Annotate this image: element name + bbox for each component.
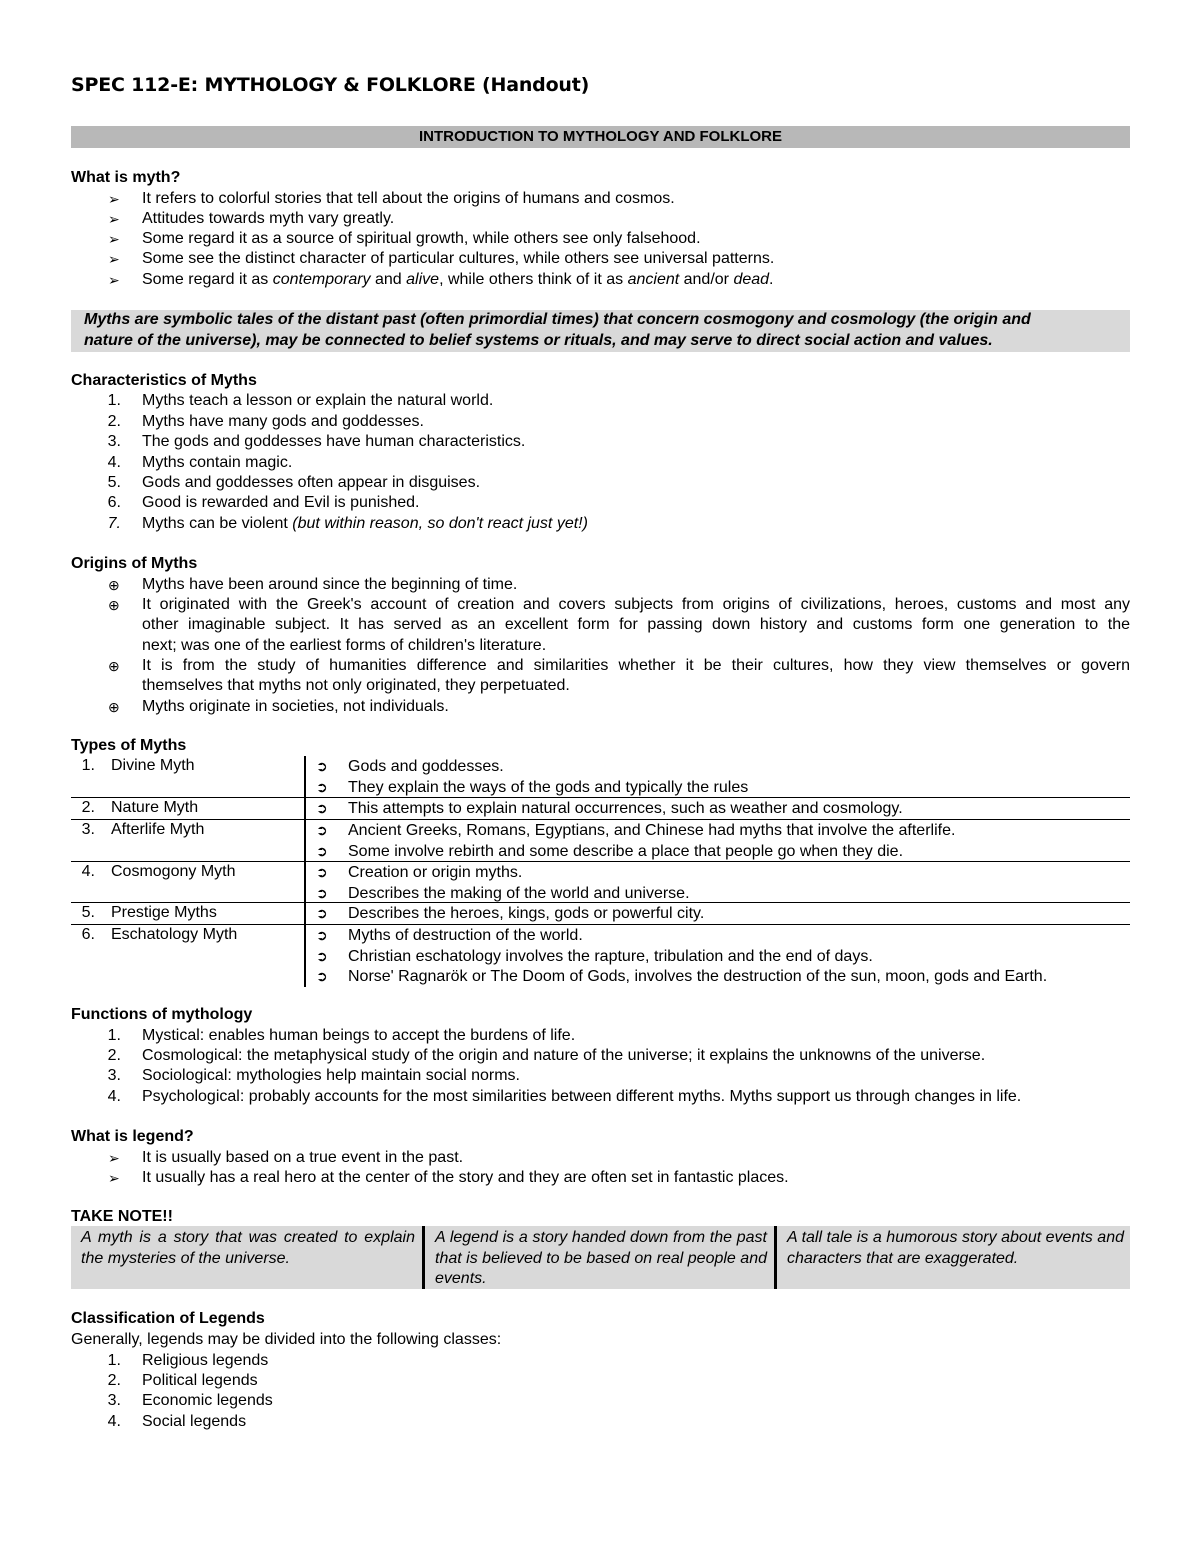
type-description: ➲ Christian eschatology involves the rapture, tribulation and the end of days. xyxy=(316,947,873,965)
types-heading: Types of Myths xyxy=(71,737,187,754)
list-number: 4. xyxy=(107,1088,121,1105)
classification-heading: Classification of Legends xyxy=(71,1310,265,1327)
arrow-bullet-icon: ➲ xyxy=(316,842,328,859)
list-item: Gods and goddesses often appear in disguises. xyxy=(142,474,481,491)
list-number: 1. xyxy=(107,1027,121,1044)
list-item: Psychological: probably accounts for the most similarities between different myths. Myths support us through changes in life. xyxy=(142,1088,1022,1105)
characteristics-heading: Characteristics of Myths xyxy=(71,372,257,389)
list-item: Myths have many gods and goddesses. xyxy=(142,413,424,430)
column-divider xyxy=(304,925,306,987)
table-row xyxy=(71,820,1130,862)
column-divider xyxy=(304,756,306,797)
definition-line: nature of the universe), may be connected to belief systems or rituals, and may serve to direct social action and values. xyxy=(84,331,993,349)
type-name: 5. Prestige Myths xyxy=(81,904,217,921)
type-name: 6. Eschatology Myth xyxy=(81,926,238,943)
arrow-bullet-icon: ➢ xyxy=(108,251,120,267)
list-item: Political legends xyxy=(142,1372,258,1389)
type-description: ➲ This attempts to explain natural occurrences, such as weather and cosmology. xyxy=(316,800,903,817)
take-note-heading: TAKE NOTE!! xyxy=(71,1208,173,1225)
list-item: Cosmological: the metaphysical study of the origin and nature of the universe; it explains the unknowns of the universe. xyxy=(142,1047,986,1064)
type-name: 1. Divine Myth xyxy=(81,757,195,774)
type-name: 2. Nature Myth xyxy=(81,799,199,816)
arrow-bullet-icon: ➢ xyxy=(108,211,120,227)
list-number: 2. xyxy=(107,1372,121,1389)
list-item: Myths teach a lesson or explain the natural world. xyxy=(142,392,494,409)
list-item: Some regard it as contemporary and alive, while others think of it as ancient and/or dead. xyxy=(142,271,774,288)
classification-intro: Generally, legends may be divided into the following classes: xyxy=(71,1331,502,1348)
list-number: 3. xyxy=(107,433,121,450)
definition-line: Myths are symbolic tales of the distant past (often primordial times) that concern cosmogony and cosmology (the origin and xyxy=(84,311,1031,328)
list-item: Sociological: mythologies help maintain social norms. xyxy=(142,1067,520,1084)
arrow-bullet-icon: ➲ xyxy=(316,778,328,795)
list-number: 1. xyxy=(107,392,121,409)
table-row xyxy=(71,925,1130,987)
column-divider xyxy=(304,798,306,819)
arrow-bullet-icon: ➢ xyxy=(108,1170,120,1186)
table-row xyxy=(71,903,1130,925)
arrow-bullet-icon: ➲ xyxy=(316,822,328,838)
type-description: ➲ Ancient Greeks, Romans, Egyptians, and Chinese had myths that involve the afterlife. xyxy=(316,822,956,839)
arrow-bullet-icon: ➲ xyxy=(316,884,328,901)
list-number: 2. xyxy=(107,413,121,430)
list-number: 1. xyxy=(107,1352,121,1369)
list-number: 7. xyxy=(107,515,121,532)
arrow-bullet-icon: ➲ xyxy=(316,864,328,880)
type-description: ➲ Norse' Ragnarök or The Doom of Gods, involves the destruction of the sun, moon, gods and Earth. xyxy=(316,968,1048,985)
arrow-bullet-icon: ➲ xyxy=(316,905,328,921)
type-description: ➲ Gods and goddesses. xyxy=(316,758,504,775)
type-name: 3. Afterlife Myth xyxy=(81,821,205,838)
circle-plus-bullet-icon: ⊕ xyxy=(108,577,120,593)
table-row xyxy=(71,798,1130,820)
type-description: ➲ Some involve rebirth and some describe a place that people go when they die. xyxy=(316,842,904,860)
list-item: It is usually based on a true event in the past. xyxy=(142,1149,464,1166)
list-item: The gods and goddesses have human characteristics. xyxy=(142,433,526,450)
type-description: ➲ They explain the ways of the gods and typically the rules xyxy=(316,778,749,796)
circle-plus-bullet-icon: ⊕ xyxy=(108,597,120,613)
legend-heading: What is legend? xyxy=(71,1128,194,1145)
type-name: 4. Cosmogony Myth xyxy=(81,863,236,880)
list-item: Myths have been around since the beginning of time. xyxy=(142,576,518,593)
section-banner: INTRODUCTION TO MYTHOLOGY AND FOLKLORE xyxy=(71,126,1130,148)
myth-heading: What is myth? xyxy=(71,169,181,186)
list-item: Myths contain magic. xyxy=(142,454,293,471)
arrow-bullet-icon: ➢ xyxy=(108,1150,120,1166)
arrow-bullet-icon: ➲ xyxy=(316,947,328,964)
list-item: Religious legends xyxy=(142,1352,269,1369)
list-item: Social legends xyxy=(142,1413,247,1430)
arrow-bullet-icon: ➢ xyxy=(108,231,120,247)
list-item: It refers to colorful stories that tell about the origins of humans and cosmos. xyxy=(142,190,675,207)
type-description: ➲ Describes the making of the world and universe. xyxy=(316,884,690,902)
list-item: Attitudes towards myth vary greatly. xyxy=(142,210,395,227)
legend-note: A legend is a story handed down from the past that is believed to be based on real people and events. xyxy=(435,1229,767,1287)
circle-plus-bullet-icon: ⊕ xyxy=(108,658,120,674)
arrow-bullet-icon: ➲ xyxy=(316,927,328,943)
myth-definition-box xyxy=(71,310,1130,352)
table-row xyxy=(71,756,1130,798)
arrow-bullet-icon: ➲ xyxy=(316,968,328,984)
list-number: 4. xyxy=(107,1413,121,1430)
list-number: 5. xyxy=(107,474,121,491)
list-item: Economic legends xyxy=(142,1392,273,1409)
list-item: Myths can be violent (but within reason, so don't react just yet!) xyxy=(142,515,588,532)
list-item: It originated with the Greek's account of creation and covers subjects from origins of civilizations, heroes, customs and most any other imaginable subject. It has served as an excellent form for passing down history and customs form one generation to the next; was one of the earliest forms of children's literature. xyxy=(142,596,1130,654)
type-description: ➲ Creation or origin myths. xyxy=(316,864,523,881)
list-item: Mystical: enables human beings to accept the burdens of life. xyxy=(142,1027,576,1044)
list-number: 4. xyxy=(107,454,121,471)
list-item: Some regard it as a source of spiritual growth, while others see only falsehood. xyxy=(142,230,701,247)
table-row xyxy=(71,862,1130,903)
column-divider xyxy=(304,862,306,902)
list-number: 2. xyxy=(107,1047,121,1064)
arrow-bullet-icon: ➲ xyxy=(316,800,328,816)
list-number: 6. xyxy=(107,494,121,511)
type-description: ➲ Describes the heroes, kings, gods or powerful city. xyxy=(316,905,705,922)
arrow-bullet-icon: ➢ xyxy=(108,191,120,207)
origins-heading: Origins of Myths xyxy=(71,555,198,572)
list-number: 3. xyxy=(107,1067,121,1084)
take-note-box xyxy=(71,1226,1130,1289)
arrow-bullet-icon: ➲ xyxy=(316,758,328,774)
list-item: Myths originate in societies, not individuals. xyxy=(142,698,449,715)
arrow-bullet-icon: ➢ xyxy=(108,272,120,288)
list-item: Some see the distinct character of particular cultures, while others see universal patterns. xyxy=(142,250,775,267)
functions-heading: Functions of mythology xyxy=(71,1006,253,1023)
circle-plus-bullet-icon: ⊕ xyxy=(108,699,120,715)
list-number: 3. xyxy=(107,1392,121,1409)
column-divider xyxy=(304,820,306,861)
list-item: It is from the study of humanities difference and similarities whether it be their cultures, how they view themselves or govern themselves that myths not only originated, they perpetuated. xyxy=(142,657,1130,695)
type-description: ➲ Myths of destruction of the world. xyxy=(316,927,583,944)
column-divider xyxy=(304,903,306,924)
tall-tale-note: A tall tale is a humorous story about events and characters that are exaggerated. xyxy=(787,1229,1124,1267)
list-item: Good is rewarded and Evil is punished. xyxy=(142,494,420,511)
list-item: It usually has a real hero at the center of the story and they are often set in fantastic places. xyxy=(142,1169,789,1186)
document-title: SPEC 112-E: MYTHOLOGY & FOLKLORE (Handout) xyxy=(71,74,590,96)
myth-note: A myth is a story that was created to explain the mysteries of the universe. xyxy=(81,1229,415,1267)
